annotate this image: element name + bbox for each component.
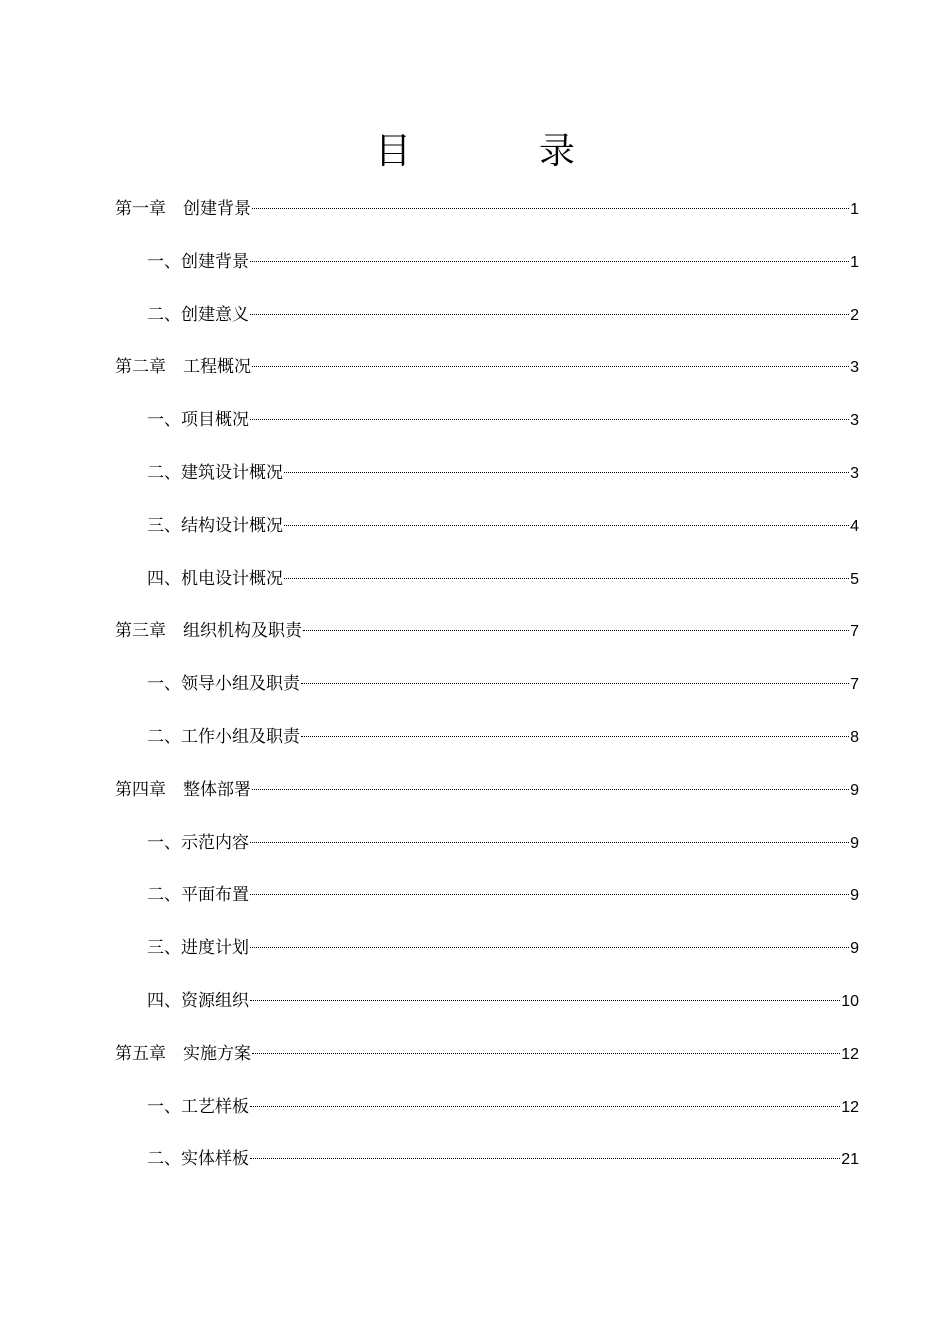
toc-page-number: 2 (850, 306, 859, 324)
toc-leader-dots (301, 683, 849, 684)
toc-leader-dots (301, 736, 849, 737)
toc-page-number: 3 (850, 464, 859, 482)
toc-entry-text: 一、创建背景 (147, 251, 249, 272)
toc-leader-dots (284, 578, 849, 579)
toc-entry-text: 二、平面布置 (147, 885, 249, 906)
toc-entry[interactable] (0, 553, 950, 606)
toc-leader-dots (250, 419, 849, 420)
toc-entry[interactable] (0, 1081, 950, 1134)
toc-page-number: 9 (850, 781, 859, 799)
toc-leader-dots (252, 208, 849, 209)
toc-leader-dots (284, 525, 849, 526)
toc-entry-text: 一、示范内容 (147, 832, 249, 853)
toc-entry-text: 第五章 实施方案 (115, 1043, 251, 1064)
toc-entry[interactable] (0, 711, 950, 764)
toc-leader-dots (250, 1106, 840, 1107)
toc-leader-dots (252, 366, 849, 367)
toc-entry-text: 一、领导小组及职责 (147, 674, 300, 695)
toc-entry-text: 一、项目概况 (147, 410, 249, 431)
toc-title: 目 录 (374, 131, 621, 172)
toc-entry-text: 二、实体样板 (147, 1149, 249, 1170)
toc-page-number: 3 (850, 412, 859, 430)
toc-entry-text: 二、创建意义 (147, 304, 249, 325)
toc-entry[interactable] (0, 236, 950, 289)
toc-entry[interactable] (0, 1028, 950, 1081)
toc-page-number: 9 (850, 940, 859, 958)
table-of-contents (0, 183, 950, 1186)
toc-page-number: 10 (841, 992, 859, 1010)
toc-page-number: 8 (850, 728, 859, 746)
toc-page-number: 1 (850, 253, 859, 271)
toc-entry[interactable] (0, 922, 950, 975)
toc-leader-dots (250, 314, 849, 315)
toc-entry-text: 三、结构设计概况 (147, 515, 283, 536)
toc-page-number: 12 (841, 1098, 859, 1116)
toc-entry[interactable] (0, 817, 950, 870)
toc-leader-dots (252, 1053, 840, 1054)
toc-page-number: 7 (850, 676, 859, 694)
toc-leader-dots (250, 261, 849, 262)
toc-page-number: 7 (850, 623, 859, 641)
toc-page-number: 12 (841, 1045, 859, 1063)
toc-entry[interactable] (0, 289, 950, 342)
toc-leader-dots (250, 894, 849, 895)
toc-entry-text: 二、工作小组及职责 (147, 726, 300, 747)
toc-page-number: 3 (850, 359, 859, 377)
toc-entry-text: 一、工艺样板 (147, 1096, 249, 1117)
toc-entry-text: 四、机电设计概况 (147, 568, 283, 589)
toc-entry-text: 四、资源组织 (147, 990, 249, 1011)
toc-page-number: 21 (841, 1151, 859, 1169)
toc-page-number: 4 (850, 517, 859, 535)
toc-entry[interactable] (0, 764, 950, 817)
toc-leader-dots (252, 789, 849, 790)
toc-page-number: 5 (850, 570, 859, 588)
toc-leader-dots (284, 472, 849, 473)
toc-entry-text: 第一章 创建背景 (115, 199, 251, 219)
toc-entry[interactable] (0, 869, 950, 922)
toc-entry[interactable] (0, 1133, 950, 1186)
toc-leader-dots (250, 1158, 840, 1159)
toc-entry[interactable] (0, 183, 950, 236)
toc-leader-dots (303, 630, 849, 631)
toc-entry-text: 第三章 组织机构及职责 (115, 621, 302, 642)
toc-leader-dots (250, 947, 849, 948)
toc-entry[interactable] (0, 447, 950, 500)
toc-page-number: 9 (850, 887, 859, 905)
toc-entry-text: 第四章 整体部署 (115, 779, 251, 800)
toc-entry-text: 三、进度计划 (147, 938, 249, 959)
toc-entry[interactable] (0, 341, 950, 394)
toc-entry[interactable] (0, 658, 950, 711)
toc-entry[interactable] (0, 394, 950, 447)
toc-entry[interactable] (0, 500, 950, 553)
toc-leader-dots (250, 1000, 840, 1001)
toc-entry[interactable] (0, 975, 950, 1028)
toc-entry-text: 第二章 工程概况 (115, 357, 251, 378)
toc-page-number: 9 (850, 834, 859, 852)
toc-entry[interactable] (0, 605, 950, 658)
toc-entry-text: 二、建筑设计概况 (147, 462, 283, 483)
toc-leader-dots (250, 842, 849, 843)
toc-page-number: 1 (850, 201, 859, 218)
